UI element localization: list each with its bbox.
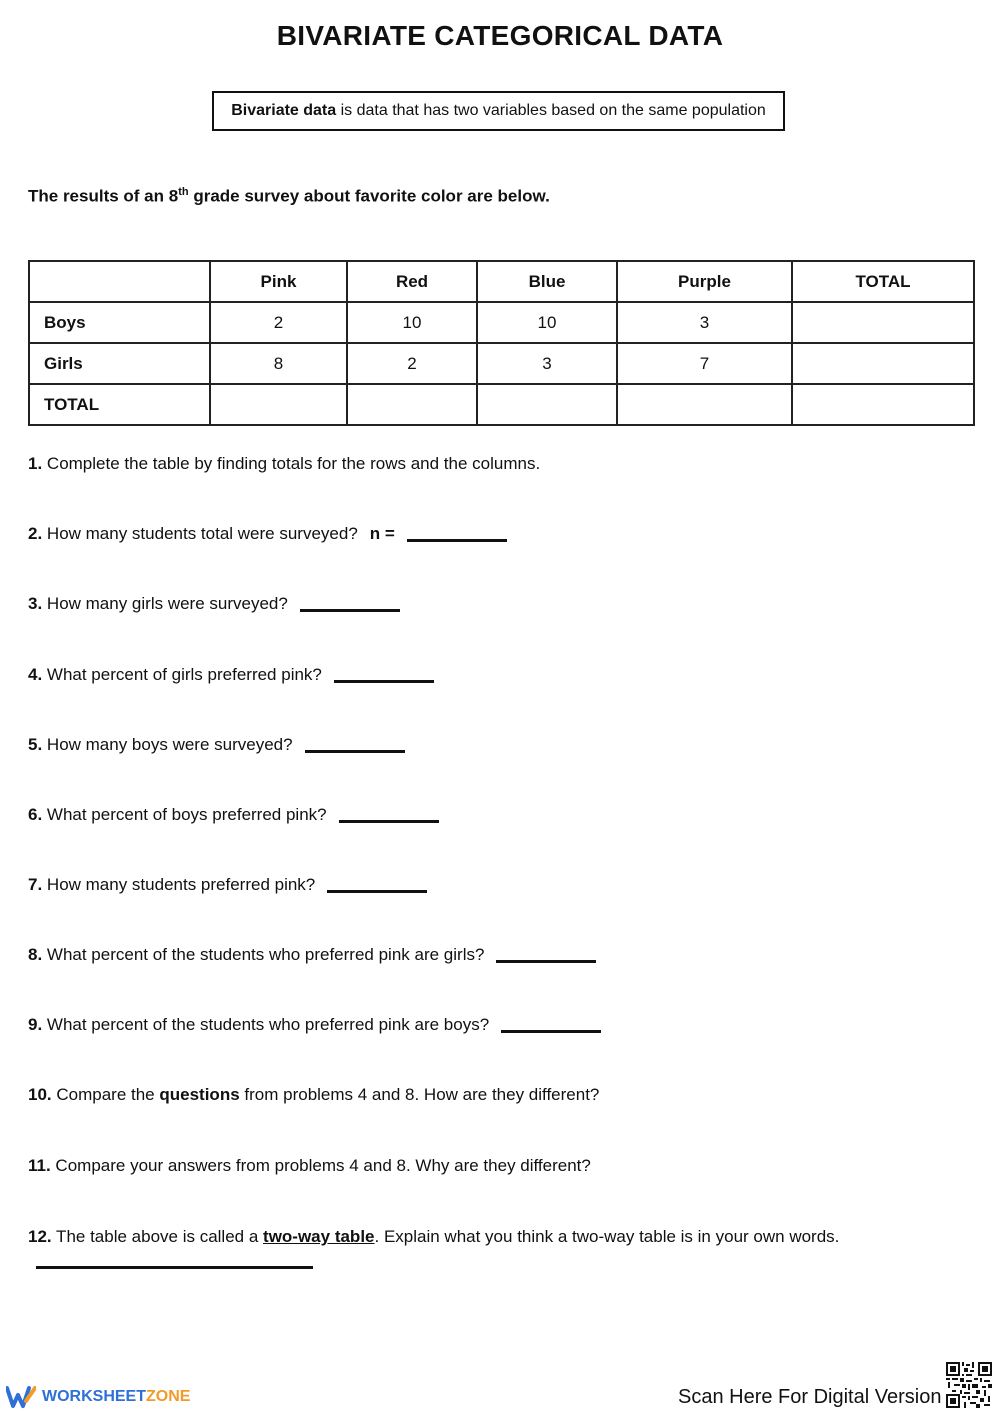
header-cell-purple: Purple <box>617 261 792 302</box>
question-11 <box>28 1156 591 1176</box>
header-cell-corner <box>29 261 210 302</box>
question-text: What percent of the students who preferred pink are boys? <box>42 1015 490 1034</box>
table-cell: 8 <box>210 343 347 384</box>
question-9 <box>28 1015 601 1035</box>
answer-blank[interactable] <box>305 750 405 753</box>
question-number: 11. <box>28 1156 51 1175</box>
intro-text-before: The results of an 8 <box>28 186 179 206</box>
question-text: Compare the <box>51 1085 160 1104</box>
answer-line-long[interactable] <box>36 1266 313 1269</box>
table-row-girls <box>29 343 974 384</box>
question-number: 12. <box>28 1227 52 1246</box>
question-text: How many students total were surveyed? <box>42 524 358 543</box>
question-number: 9. <box>28 1015 43 1034</box>
question-emphasis: questions <box>159 1085 240 1104</box>
table-cell-total-input[interactable] <box>210 384 347 425</box>
worksheetzone-logo-icon <box>6 1385 36 1409</box>
header-cell-pink: Pink <box>210 261 347 302</box>
question-number: 8. <box>28 945 43 964</box>
question-number: 7. <box>28 875 43 894</box>
question-6 <box>28 805 439 825</box>
question-text: from problems 4 and 8. How are they different? <box>239 1085 600 1104</box>
question-text: How many boys were surveyed? <box>42 735 293 754</box>
question-12 <box>28 1227 839 1247</box>
question-number: 4. <box>28 665 43 684</box>
question-number: 10. <box>28 1085 52 1104</box>
qr-code-icon[interactable] <box>946 1362 992 1408</box>
question-text: How many girls were surveyed? <box>42 594 288 613</box>
logo-text-worksheet: WORKSHEET <box>42 1388 146 1405</box>
question-10 <box>28 1085 599 1105</box>
header-cell-total: TOTAL <box>792 261 974 302</box>
table-cell: 10 <box>347 302 477 343</box>
answer-blank[interactable] <box>327 890 427 893</box>
table-cell: 2 <box>347 343 477 384</box>
answer-blank[interactable] <box>407 539 507 542</box>
question-text: Compare your answers from problems 4 and 8. Why are they different? <box>50 1156 591 1175</box>
question-text: . Explain what you think a two-way table is in your own words. <box>374 1227 840 1246</box>
table-cell-total-input[interactable] <box>617 384 792 425</box>
question-text: Complete the table by finding totals for the rows and the columns. <box>42 454 541 473</box>
table-cell: 3 <box>477 343 617 384</box>
intro-superscript: th <box>178 186 189 198</box>
logo-text-zone: ZONE <box>146 1388 191 1405</box>
row-label-girls: Girls <box>29 343 210 384</box>
question-5 <box>28 735 405 755</box>
survey-intro <box>28 186 550 207</box>
question-1 <box>28 454 540 474</box>
question-number: 2. <box>28 524 43 543</box>
table-cell-total-input[interactable] <box>792 343 974 384</box>
table-cell: 10 <box>477 302 617 343</box>
definition-term: Bivariate data <box>231 102 337 119</box>
question-text: What percent of the students who preferred pink are girls? <box>42 945 485 964</box>
two-way-table <box>28 260 975 426</box>
two-way-table-link[interactable]: two-way table <box>263 1227 375 1246</box>
question-2 <box>28 524 507 544</box>
header-cell-red: Red <box>347 261 477 302</box>
intro-text-after: grade survey about favorite color are below. <box>188 186 550 206</box>
question-text: The table above is called a <box>51 1227 264 1246</box>
question-7 <box>28 875 427 895</box>
header-cell-blue: Blue <box>477 261 617 302</box>
question-number: 5. <box>28 735 43 754</box>
table-cell-total-input[interactable] <box>347 384 477 425</box>
question-number: 3. <box>28 594 43 613</box>
definition-text: is data that has two variables based on the same population <box>336 102 766 119</box>
row-label-boys: Boys <box>29 302 210 343</box>
table-cell-total-input[interactable] <box>477 384 617 425</box>
n-label: n = <box>369 524 395 543</box>
scan-caption: Scan Here For Digital Version <box>678 1386 942 1408</box>
table-row-boys <box>29 302 974 343</box>
question-number: 6. <box>28 805 43 824</box>
question-number: 1. <box>28 454 43 473</box>
worksheetzone-logo[interactable] <box>6 1385 190 1409</box>
table-row-total <box>29 384 974 425</box>
table-cell: 3 <box>617 302 792 343</box>
answer-blank[interactable] <box>501 1030 601 1033</box>
answer-blank[interactable] <box>339 820 439 823</box>
page-title: BIVARIATE CATEGORICAL DATA <box>276 20 724 51</box>
table-header-row <box>29 261 974 302</box>
table-cell: 7 <box>617 343 792 384</box>
table-cell-total-input[interactable] <box>792 384 974 425</box>
answer-blank[interactable] <box>496 960 596 963</box>
table-cell: 2 <box>210 302 347 343</box>
question-text: What percent of girls preferred pink? <box>42 665 322 684</box>
question-text: How many students preferred pink? <box>42 875 316 894</box>
row-label-total: TOTAL <box>29 384 210 425</box>
answer-blank[interactable] <box>300 609 400 612</box>
answer-blank[interactable] <box>334 680 434 683</box>
question-8 <box>28 945 596 965</box>
question-4 <box>28 665 434 685</box>
question-3 <box>28 594 400 614</box>
table-cell-total-input[interactable] <box>792 302 974 343</box>
definition-box <box>212 91 785 131</box>
question-text: What percent of boys preferred pink? <box>42 805 327 824</box>
